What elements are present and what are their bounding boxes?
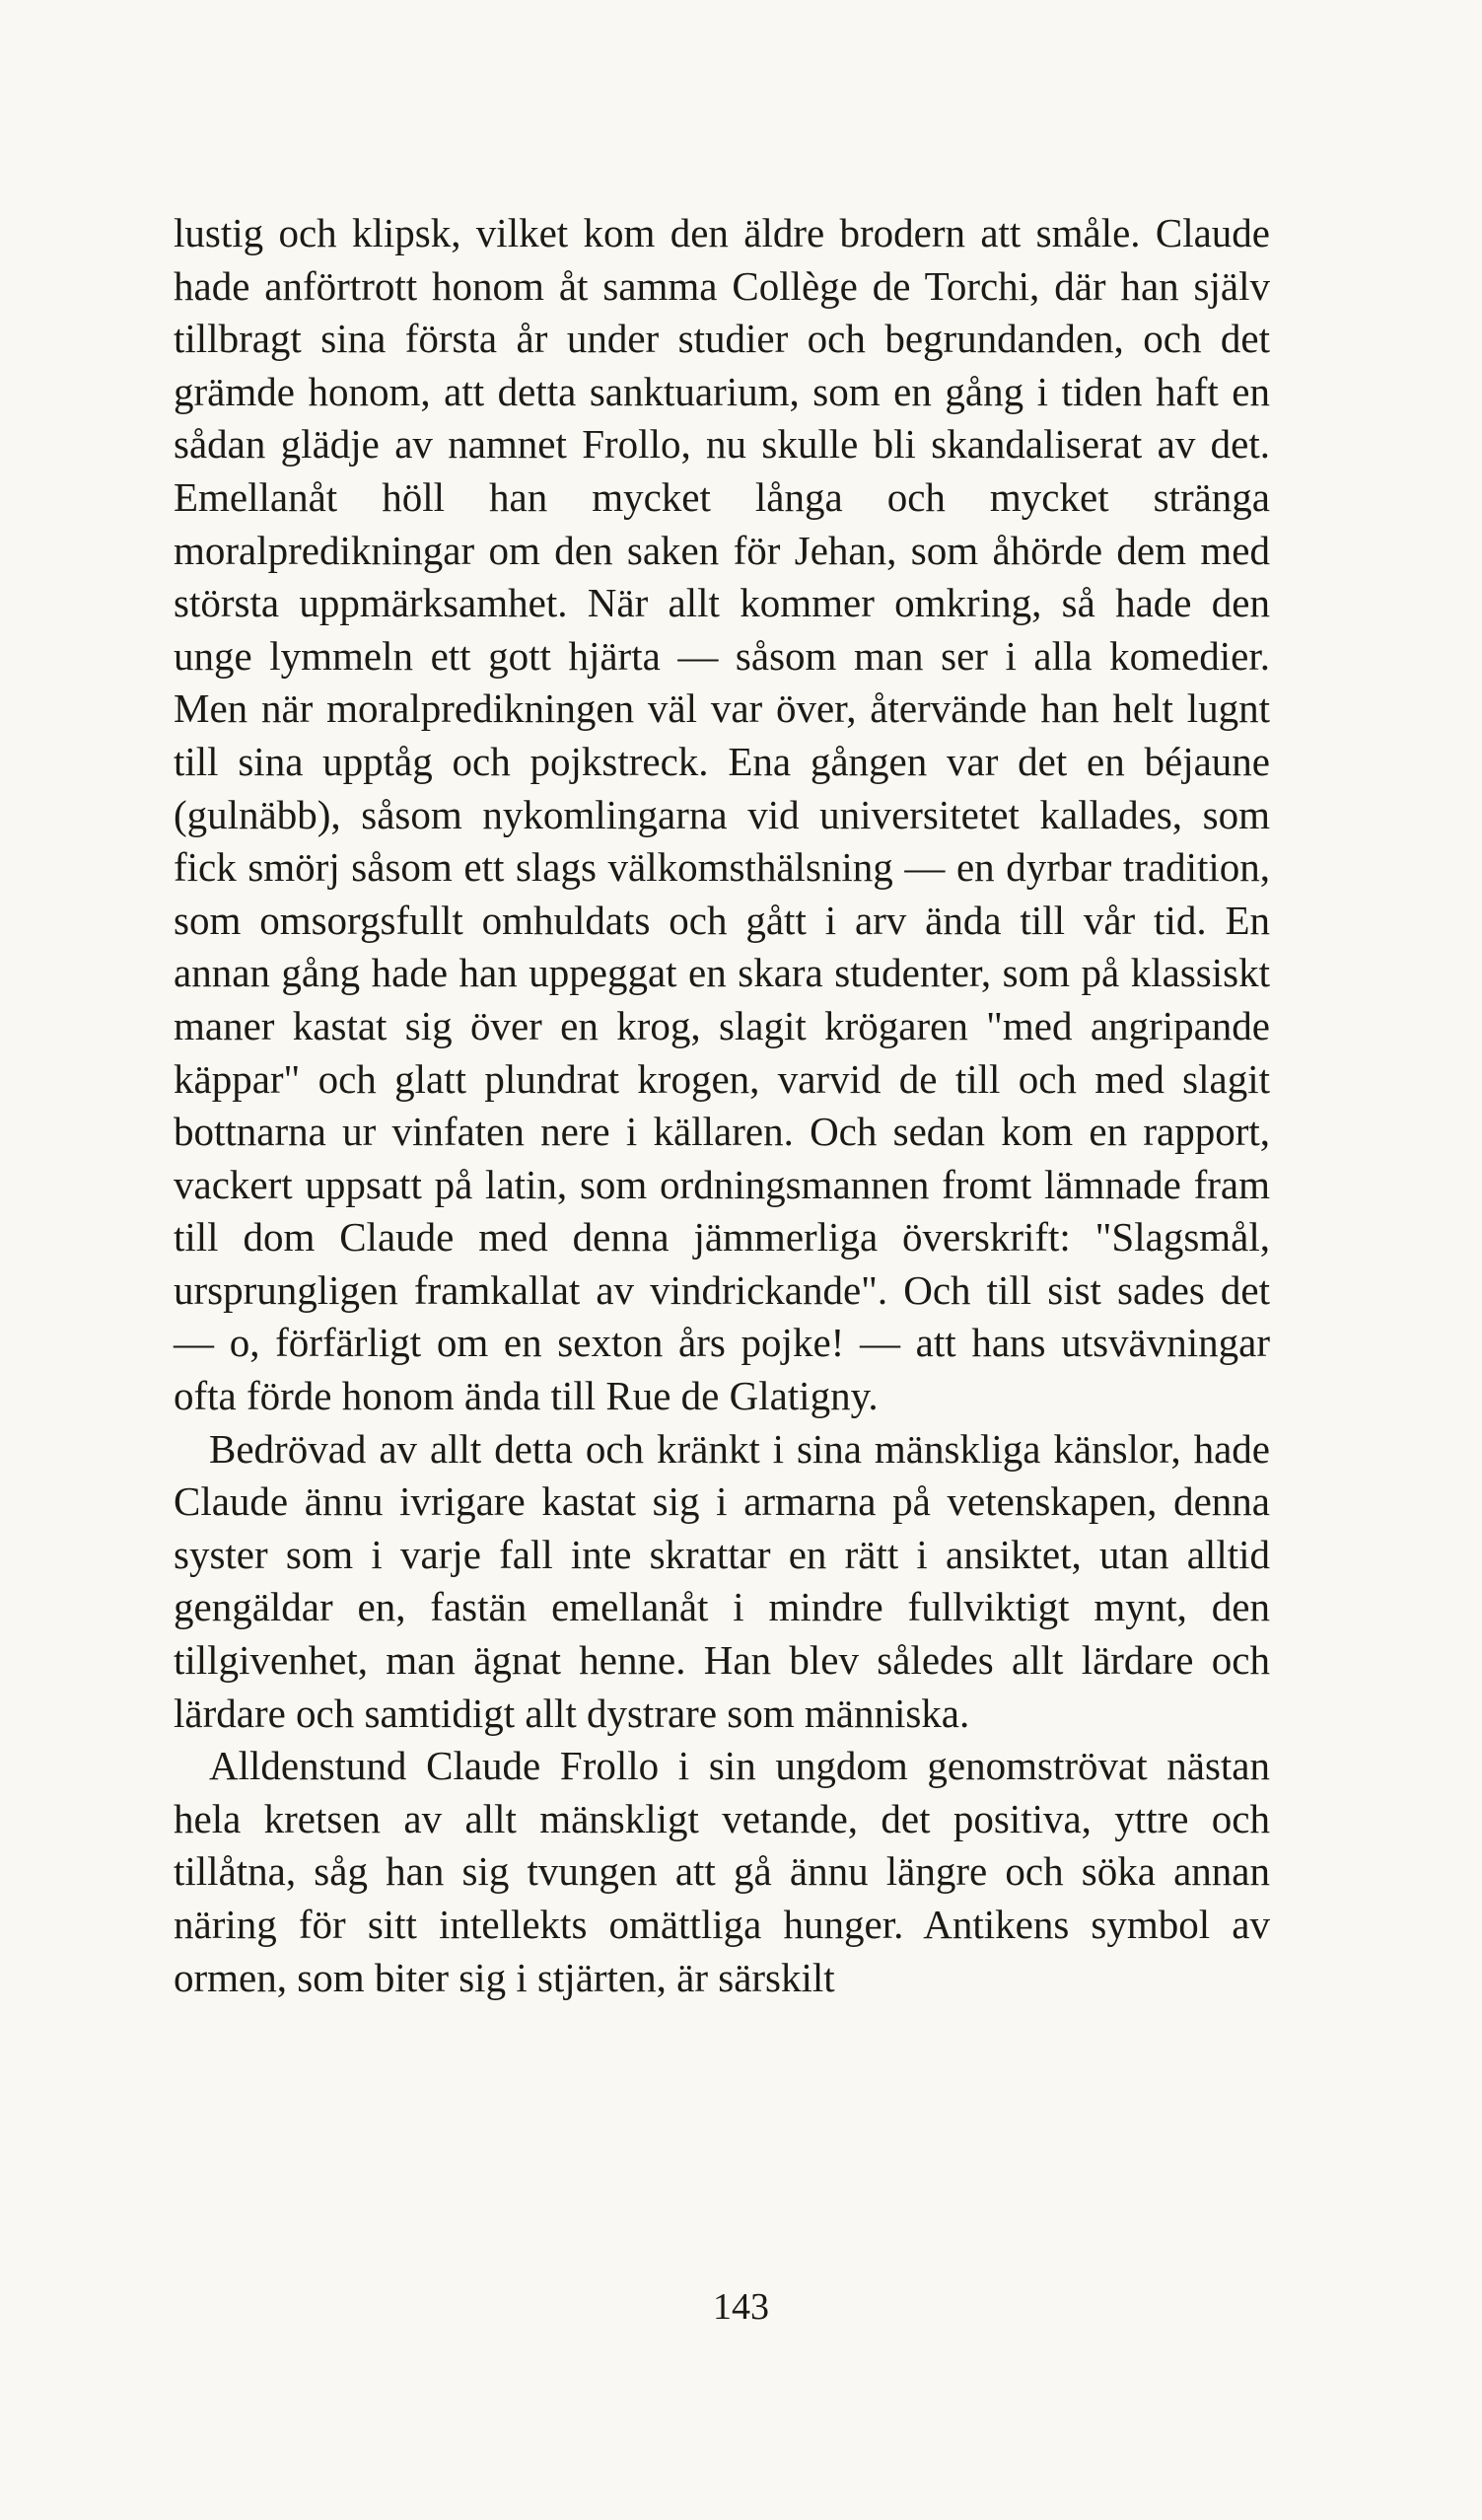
- body-text: [174, 207, 1270, 2004]
- paragraph-3: Alldenstund Claude Frollo i sin ungdom genomströvat nästan hela kretsen av allt mänskligt vetande, det positiva, yttre och tillåtna, såg han sig tvungen att gå ännu längre och söka annan näring för sitt intellekts omättliga hunger. Antikens symbol av ormen, som biter sig i stjärten, är särskilt: [174, 1743, 1270, 2000]
- paragraph-2: Bedrövad av allt detta och kränkt i sina mänskliga känslor, hade Claude ännu ivrigare kastat sig i armarna på vetenskapen, denna syster som i varje fall inte skrattar en rätt i ansiktet, utan alltid gengäldar en, fastän emellanåt i mindre fullviktigt mynt, den tillgivenhet, man ägnat henne. Han blev således allt lärdare och lärdare och samtidigt allt dystrare som människa.: [174, 1425, 1270, 1736]
- page-number: 143: [713, 2286, 769, 2328]
- paragraph-1: lustig och klipsk, vilket kom den äldre brodern att småle. Claude hade anförtrott honom åt samma Collège de Torchi, där han själv tillbragt sina första år under studier och begrundanden, och det grämde honom, att detta sanktuarium, som en gång i tiden haft en sådan glädje av namnet Frollo, nu skulle bli skandaliserat av det. Emellanåt höll han mycket långa och mycket stränga moralpredikningar om den saken för Jehan, som åhörde dem med största uppmärksamhet. När allt kommer omkring, så hade den unge lymmeln ett gott hjärta — såsom man ser i alla komedier. Men när moralpredikningen väl var över, återvände han helt lugnt till sina upptåg och pojkstreck. Ena gången var det en béjaune (gulnäbb), såsom nykomlingarna vid universitetet kallades, som fick smörj såsom ett slags välkomsthälsning — en dyrbar tradition, som omsorgsfullt omhuldats och gått i arv ända till vår tid. En annan gång hade han uppeggat en skara studenter, som på klassiskt maner kastat sig över en krog, slagit krögaren "med angripande käppar" och glatt plundrat krogen, varvid de till och med slagit bottnarna ur vinfaten nere i källaren. Och sedan kom en rapport, vackert uppsatt på latin, som ordningsmannen fromt lämnade fram till dom Claude med denna jämmerliga överskrift: "Slagsmål, ursprungligen framkallat av vindrickande". Och till sist sades det — o, förfärligt om en sexton års pojke! — att hans utsvävningar ofta förde honom ända till Rue de Glatigny.: [174, 210, 1270, 1419]
